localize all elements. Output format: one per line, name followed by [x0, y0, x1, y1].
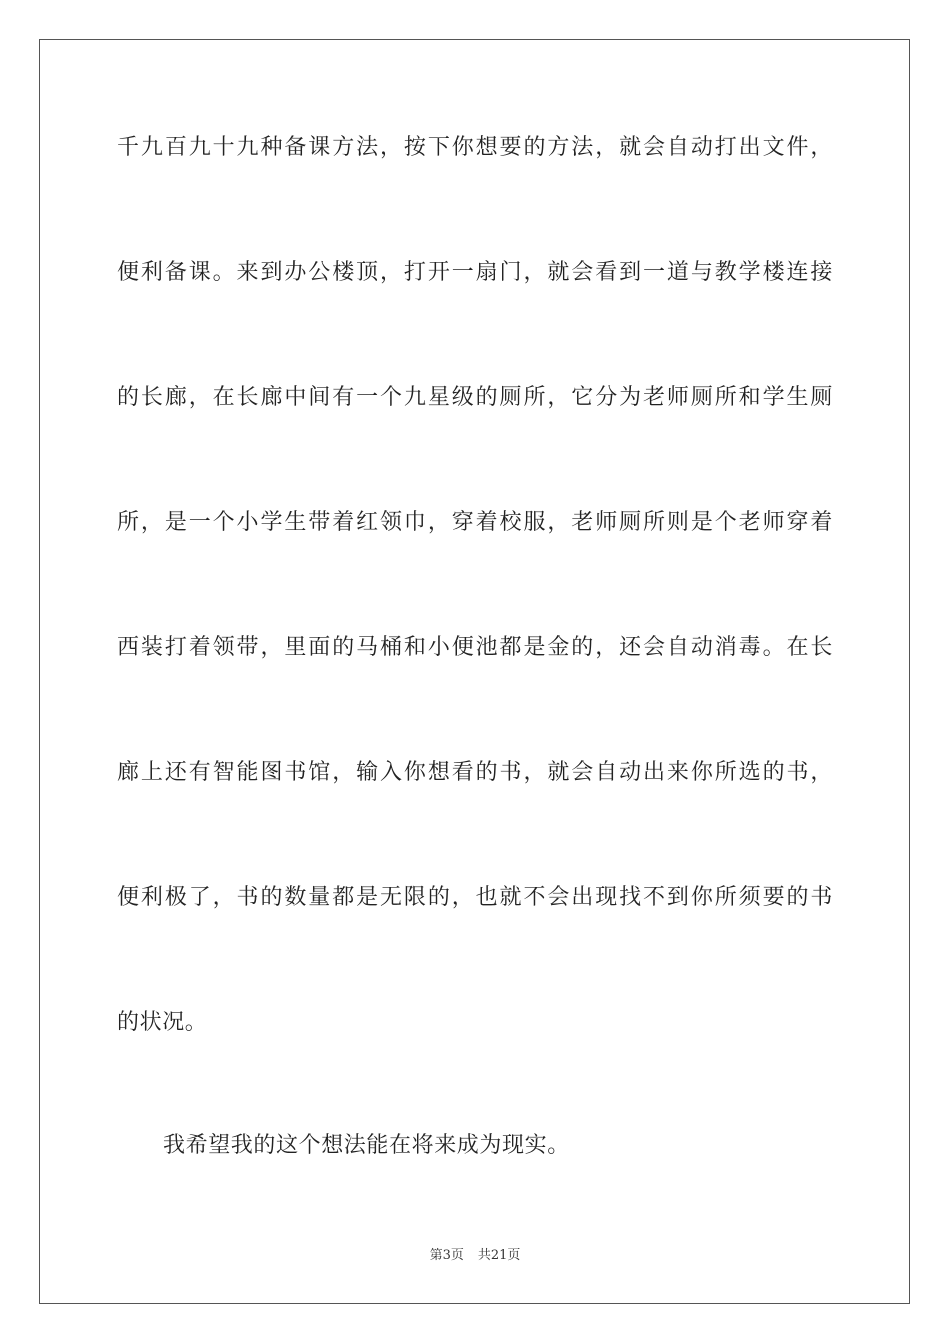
- text-line-3: 的长廊，在长廊中间有一个九星级的厕所，它分为老师厕所和学生厕: [117, 385, 833, 410]
- text-line-1: 千九百九十九种备课方法，按下你想要的方法，就会自动打出文件，: [117, 135, 833, 160]
- text-line-8: 的状况。: [117, 1010, 208, 1035]
- closing-paragraph: 我希望我的这个想法能在将来成为现实。: [163, 1133, 570, 1158]
- page-total: 共21页: [477, 1248, 521, 1263]
- page-frame: [39, 39, 910, 1304]
- page-footer: [0, 1247, 950, 1265]
- text-line-7: 便利极了，书的数量都是无限的，也就不会出现找不到你所须要的书: [117, 885, 833, 910]
- text-line-6: 廊上还有智能图书馆，输入你想看的书，就会自动出来你所选的书，: [117, 760, 833, 785]
- text-line-5: 西装打着领带，里面的马桶和小便池都是金的，还会自动消毒。在长: [117, 635, 833, 660]
- text-line-4: 所，是一个小学生带着红领巾，穿着校服，老师厕所则是个老师穿着: [117, 510, 833, 535]
- page-number: 第3页: [429, 1248, 464, 1263]
- text-line-2: 便利备课。来到办公楼顶，打开一扇门，就会看到一道与教学楼连接: [117, 260, 833, 285]
